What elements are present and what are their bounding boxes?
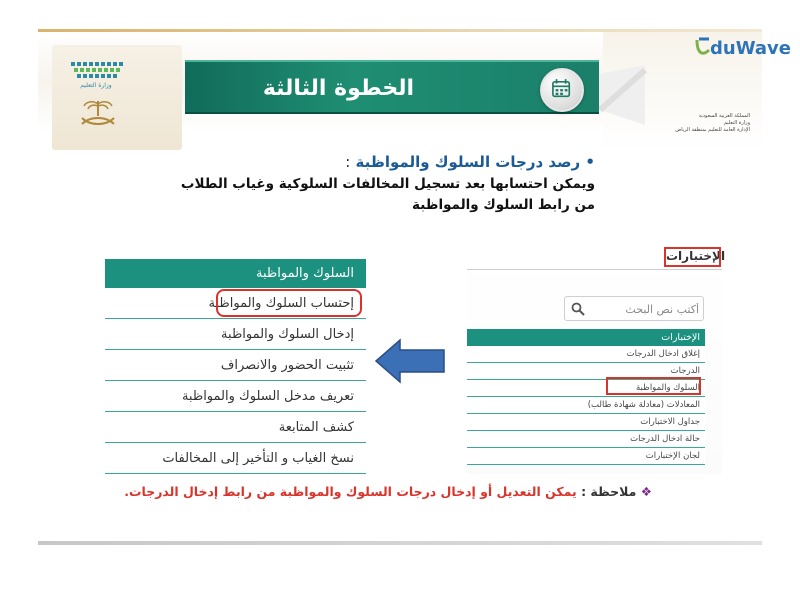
instruction-heading [175,153,595,171]
tests-item-close-grades[interactable]: إغلاق ادخال الدرجات [467,346,705,363]
step-title: الخطوة الثالثة [262,76,414,101]
tests-title: الإختبارات [666,249,726,263]
instruction-description: ويمكن احتسابها بعد تسجيل المخالفات السلوكية وغياب الطلاب من رابط السلوك والمواظبة [180,176,595,213]
step-banner [185,60,599,114]
heading-text: رصد درجات السلوك والمواظبة [355,153,581,171]
search-box [564,296,704,321]
bullet: • [585,153,595,171]
menu-item-confirm-attendance[interactable]: تثبيت الحضور والانصراف [105,350,366,381]
search-input[interactable] [589,300,699,318]
tests-menu-header[interactable]: الإختبارات [467,329,705,346]
bottom-divider [38,541,762,545]
highlight-calculate-behavior [216,289,362,317]
menu-item-enter-behavior[interactable]: إدخال السلوك والمواظبة [105,319,366,350]
palm-swords-emblem-icon [76,98,120,128]
tests-item-exam-committees[interactable]: لجان الإختبارات [467,448,705,465]
menu-item-define-behavior-entry[interactable]: تعريف مدخل السلوك والمواظبة [105,381,366,412]
tests-item-exam-schedules[interactable]: جداول الاختبارات [467,414,705,431]
calendar-icon [542,70,582,110]
gov-line-ministry: وزارة التعليم [723,120,750,126]
search-icon[interactable] [571,302,585,316]
menu-item-copy-absence[interactable]: نسخ الغياب و التأخير إلى المخالفات [105,443,366,474]
highlight-behavior-item [606,377,701,395]
highlight-tests-title [664,247,721,267]
heading-colon: : [345,153,351,171]
menu-item-calculate-behavior[interactable]: إحتساب السلوك والمواظبة [105,288,366,319]
tests-title-divider [467,269,722,270]
gov-line-department: الإدارة العامة للتعليم بمنطقة الرياض [675,127,750,133]
tests-item-behavior[interactable]: السلوك والمواظبة [467,380,705,397]
gov-line-country: المملكة العربية السعودية [698,113,750,119]
tests-menu [467,329,705,465]
note [124,484,652,499]
instruction-block [175,153,595,216]
behavior-menu-header[interactable]: السلوك والمواظبة [105,259,366,288]
ministry-logo-icon [65,60,130,80]
note-text: يمكن التعديل أو إدخال درجات السلوك والمواظبة من رابط إدخال الدرجات. [124,484,577,499]
left-arrow-icon [374,338,446,384]
tests-item-equivalency[interactable]: المعادلات (معادلة شهادة طالب) [467,397,705,414]
tests-item-grade-entry-status[interactable]: حالة ادخال الدرجات [467,431,705,448]
gov-header-text [655,113,750,134]
eduwave-logo: duWave [710,38,791,59]
menu-item-follow-up-report[interactable]: كشف المتابعة [105,412,366,443]
tests-item-grades[interactable]: الدرجات [467,363,705,380]
calendar-badge [540,68,584,112]
diamond-bullet-icon: ❖ [640,484,652,499]
note-label: ملاحظة : [581,484,637,499]
ministry-logo-text: وزارة التعليم [80,82,112,89]
